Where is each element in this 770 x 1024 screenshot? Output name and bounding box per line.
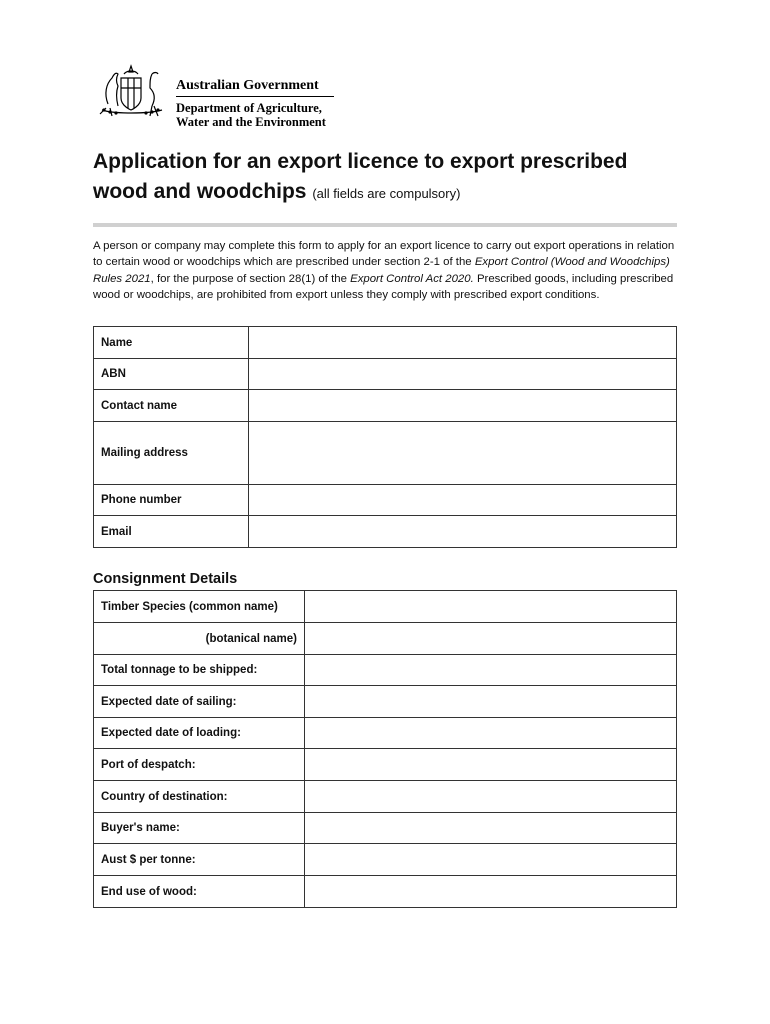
price-per-tonne-field[interactable] bbox=[305, 844, 677, 876]
intro-paragraph bbox=[93, 238, 677, 304]
department-name bbox=[176, 101, 334, 129]
date-of-loading-label: Expected date of loading: bbox=[94, 718, 305, 749]
intro-rules-title: Export Control (Wood and Woodchips) Rules 2021 bbox=[93, 256, 670, 285]
port-of-despatch-field[interactable] bbox=[305, 749, 677, 781]
email-field[interactable] bbox=[249, 516, 677, 548]
name-label: Name bbox=[94, 327, 249, 359]
table-row bbox=[94, 718, 677, 749]
title-divider bbox=[93, 223, 677, 227]
country-of-destination-label: Country of destination: bbox=[94, 781, 305, 813]
mailing-address-label: Mailing address bbox=[94, 422, 249, 485]
table-row bbox=[94, 781, 677, 813]
phone-number-label: Phone number bbox=[94, 485, 249, 516]
timber-species-common-label: Timber Species (common name) bbox=[94, 591, 305, 623]
intro-text-2: , for the purpose of section 28(1) of the bbox=[150, 272, 351, 285]
department-line-2: Water and the Environment bbox=[176, 115, 326, 129]
intro-text-1: A person or company may complete this form to apply for an export licence to carry out export operations in relation to certain wood or woodchips which are prescribed under section 2-1 of the bbox=[93, 240, 675, 269]
total-tonnage-label: Total tonnage to be shipped: bbox=[94, 655, 305, 686]
buyers-name-label: Buyer's name: bbox=[94, 813, 305, 844]
coat-of-arms-logo bbox=[94, 64, 168, 118]
table-row bbox=[94, 359, 677, 390]
table-row bbox=[94, 686, 677, 718]
table-row bbox=[94, 516, 677, 548]
table-row bbox=[94, 390, 677, 422]
contact-name-label: Contact name bbox=[94, 390, 249, 422]
buyers-name-field[interactable] bbox=[305, 813, 677, 844]
total-tonnage-field[interactable] bbox=[305, 655, 677, 686]
consignment-details-table bbox=[93, 590, 677, 908]
table-row bbox=[94, 749, 677, 781]
date-of-sailing-field[interactable] bbox=[305, 686, 677, 718]
department-line-1: Department of Agriculture, bbox=[176, 101, 322, 115]
country-of-destination-field[interactable] bbox=[305, 781, 677, 813]
table-row bbox=[94, 422, 677, 485]
price-per-tonne-label: Aust $ per tonne: bbox=[94, 844, 305, 876]
consignment-heading: Consignment Details bbox=[93, 571, 238, 587]
mailing-address-field[interactable] bbox=[249, 422, 677, 485]
table-row bbox=[94, 327, 677, 359]
title-line-1: Application for an export licence to export prescribed bbox=[93, 150, 628, 173]
abn-field[interactable] bbox=[249, 359, 677, 390]
title-line-2: wood and woodchips bbox=[93, 180, 307, 203]
timber-species-common-field[interactable] bbox=[305, 591, 677, 623]
port-of-despatch-label: Port of despatch: bbox=[94, 749, 305, 781]
timber-species-botanical-field[interactable] bbox=[305, 623, 677, 655]
intro-act-title: Export Control Act 2020. bbox=[350, 272, 474, 285]
table-row bbox=[94, 623, 677, 655]
table-row bbox=[94, 813, 677, 844]
timber-species-botanical-label: (botanical name) bbox=[94, 623, 305, 655]
email-label: Email bbox=[94, 516, 249, 548]
applicant-details-table bbox=[93, 326, 677, 548]
page-title bbox=[93, 147, 693, 209]
contact-name-field[interactable] bbox=[249, 390, 677, 422]
date-of-loading-field[interactable] bbox=[305, 718, 677, 749]
title-note: (all fields are compulsory) bbox=[312, 186, 461, 201]
abn-label: ABN bbox=[94, 359, 249, 390]
phone-number-field[interactable] bbox=[249, 485, 677, 516]
table-row bbox=[94, 485, 677, 516]
end-use-label: End use of wood: bbox=[94, 876, 305, 908]
table-row bbox=[94, 844, 677, 876]
government-name: Australian Government bbox=[176, 78, 334, 97]
name-field[interactable] bbox=[249, 327, 677, 359]
government-branding bbox=[176, 78, 334, 129]
table-row bbox=[94, 591, 677, 623]
intro-text-3: Prescribed goods, including prescribed wood or woodchips, are prohibited from export unless they comply with prescribed export conditions. bbox=[93, 272, 674, 302]
table-row bbox=[94, 876, 677, 908]
date-of-sailing-label: Expected date of sailing: bbox=[94, 686, 305, 718]
table-row bbox=[94, 655, 677, 686]
end-use-field[interactable] bbox=[305, 876, 677, 908]
